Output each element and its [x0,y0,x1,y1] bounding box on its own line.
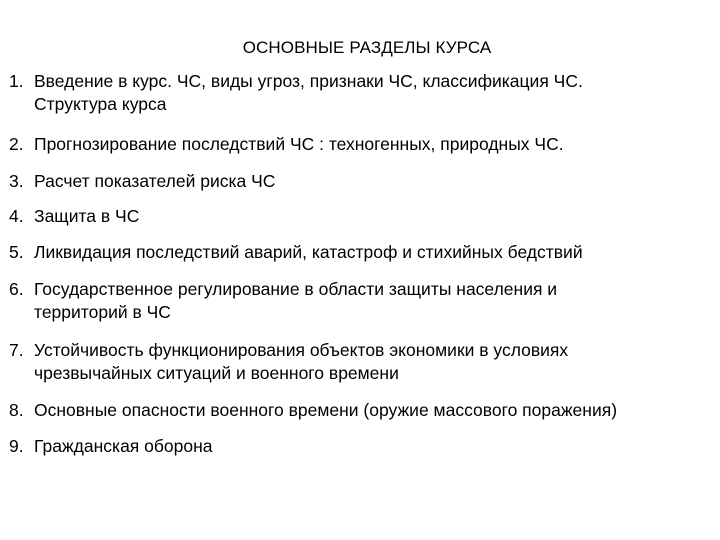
list-item-text: Государственное регулирование в области защиты населения и территорий в ЧС [34,279,558,322]
list-item-text: Защита в ЧС [34,206,140,226]
list-item-text: Основные опасности военного времени (оружие массового поражения) [34,400,618,420]
list-item-number: 4. [9,206,24,226]
list-item-number: 6. [9,279,24,299]
list-item-text: Прогнозирование последствий ЧС : техногенных, природных ЧС. [34,134,564,154]
list-item-text: Устойчивость функционирования объектов экономики в условиях чрезвычайных ситуаций и военного времени [34,340,569,383]
list-item-number: 2. [9,134,24,154]
list-item-number: 7. [9,340,24,360]
list-item-number: 1. [9,71,24,91]
list-item-text: Расчет показателей риска ЧС [34,171,276,191]
list-item-number: 8. [9,400,24,420]
list-item-number: 3. [9,171,24,191]
slide-title-text: ОСНОВНЫЕ РАЗДЕЛЫ КУРСА [242,38,492,57]
list-item-number: 9. [9,436,24,456]
list-item-text: Ликвидация последствий аварий, катастроф и стихийных бедствий [34,242,583,262]
list-item-number: 5. [9,242,24,262]
list-item-text: Введение в курс. ЧС, виды угроз, признаки ЧС, классификация ЧС. Структура курса [34,71,583,114]
list-item-text: Гражданская оборона [34,436,213,456]
